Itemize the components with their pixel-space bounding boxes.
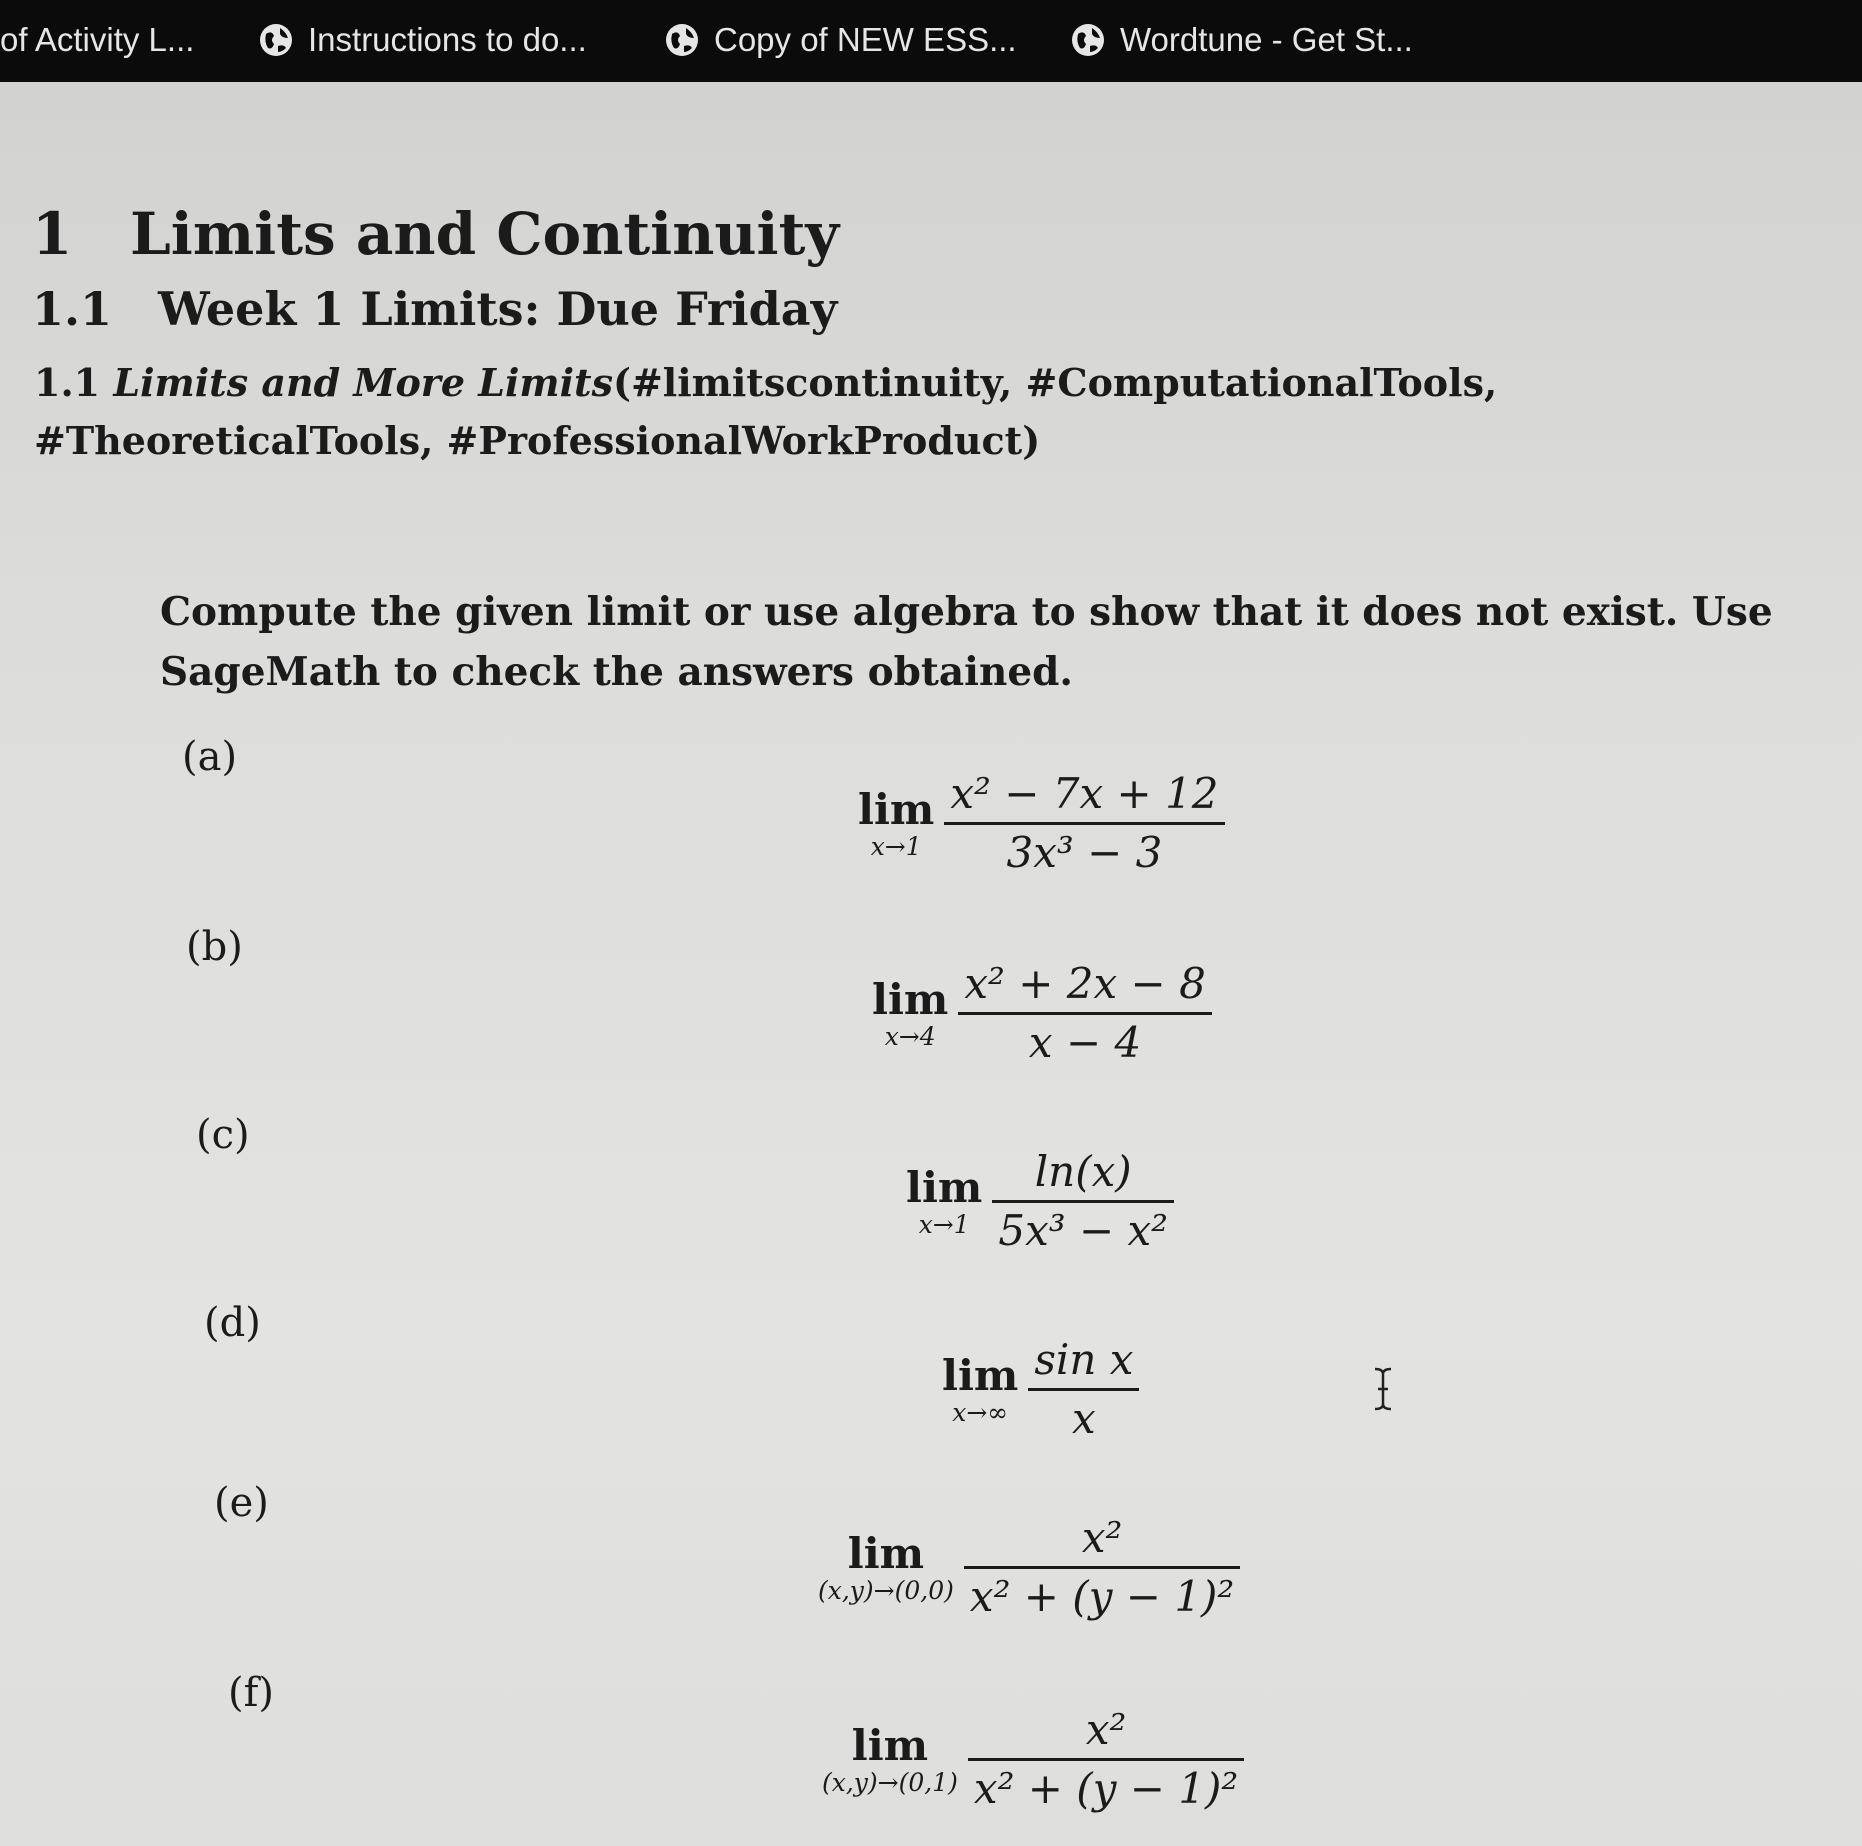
lim-word: lim xyxy=(942,1350,1019,1400)
limit-operator xyxy=(942,1350,1019,1427)
fraction xyxy=(964,1514,1240,1621)
problem-title: Limits and More Limits xyxy=(113,360,613,405)
bookmarks-bar xyxy=(0,0,1862,82)
part-label-f: (f) xyxy=(228,1670,275,1716)
bookmark-label: Instructions to do... xyxy=(308,21,587,58)
limit-expression-f xyxy=(822,1706,1244,1813)
denominator: 5x³ − x² xyxy=(998,1206,1169,1255)
numerator: sin x xyxy=(1034,1335,1134,1384)
problem-tags: (#limitscontinuity, #ComputationalTools, #TheoreticalTools, #ProfessionalWorkProduct) xyxy=(34,360,1498,463)
lim-subscript: x→∞ xyxy=(952,1397,1009,1427)
limit-expression-c xyxy=(906,1148,1174,1255)
section-heading xyxy=(32,200,839,268)
document-page xyxy=(0,82,1862,1846)
fraction xyxy=(958,960,1211,1067)
lim-subscript: x→1 xyxy=(870,831,922,861)
limit-operator xyxy=(858,784,935,861)
denominator: 3x³ − 3 xyxy=(1006,828,1163,877)
part-label-c: (c) xyxy=(196,1112,250,1158)
numerator: x² xyxy=(1085,1705,1127,1754)
section-title: Limits and Continuity xyxy=(130,200,840,268)
subsection-heading xyxy=(32,282,837,336)
denominator: x − 4 xyxy=(1028,1018,1142,1067)
part-label-d: (d) xyxy=(204,1300,261,1346)
subsection-title: Week 1 Limits: Due Friday xyxy=(158,282,838,336)
bookmark-copy-new-ess[interactable] xyxy=(664,18,1017,62)
lim-subscript: (x,y)→(0,1) xyxy=(822,1767,958,1797)
bookmark-label: Wordtune - Get St... xyxy=(1120,21,1413,58)
subsection-number: 1.1 xyxy=(32,282,113,336)
part-label-a: (a) xyxy=(182,734,238,780)
denominator: x² + (y − 1)² xyxy=(969,1572,1235,1621)
limit-operator xyxy=(906,1162,983,1239)
numerator: ln(x) xyxy=(1034,1147,1132,1196)
lim-word: lim xyxy=(851,1720,929,1770)
globe-icon xyxy=(258,22,294,58)
limit-operator xyxy=(872,974,949,1051)
limit-operator xyxy=(818,1528,954,1605)
problem-prompt: Compute the given limit or use algebra to show that it does not exist. Use SageMath to check the answers obtained. xyxy=(160,589,1773,695)
text-cursor-icon xyxy=(1372,1366,1394,1412)
numerator: x² + 2x − 8 xyxy=(964,959,1206,1008)
globe-icon xyxy=(664,22,700,58)
fraction xyxy=(992,1148,1174,1255)
part-label-e: (e) xyxy=(214,1480,269,1526)
lim-word: lim xyxy=(906,1162,983,1212)
limit-expression-b xyxy=(872,960,1212,1067)
bookmark-label: Copy of NEW ESS... xyxy=(714,21,1017,58)
part-label-b: (b) xyxy=(186,924,243,970)
lim-word: lim xyxy=(872,974,949,1024)
denominator: x xyxy=(1072,1394,1096,1443)
bookmark-instructions[interactable] xyxy=(258,18,587,62)
bookmark-activity[interactable] xyxy=(0,18,194,62)
lim-subscript: (x,y)→(0,0) xyxy=(818,1575,954,1605)
fraction xyxy=(1028,1336,1139,1443)
limit-expression-e xyxy=(818,1514,1240,1621)
lim-word: lim xyxy=(847,1528,925,1578)
lim-word: lim xyxy=(858,784,935,834)
globe-icon xyxy=(1070,22,1106,58)
lim-subscript: x→4 xyxy=(884,1021,936,1051)
numerator: x² − 7x + 12 xyxy=(950,769,1219,818)
numerator: x² xyxy=(1081,1513,1123,1562)
fraction xyxy=(968,1706,1244,1813)
denominator: x² + (y − 1)² xyxy=(973,1764,1239,1813)
lim-subscript: x→1 xyxy=(918,1209,970,1239)
section-number: 1 xyxy=(32,200,73,268)
limit-expression-d xyxy=(942,1336,1139,1443)
problem-heading xyxy=(34,354,1814,470)
problem-number: 1.1 xyxy=(34,360,101,405)
bookmark-label: of Activity L... xyxy=(0,21,195,58)
bookmark-wordtune[interactable] xyxy=(1070,18,1413,62)
fraction xyxy=(944,770,1224,877)
limit-operator xyxy=(822,1720,958,1797)
limit-expression-a xyxy=(858,770,1225,877)
